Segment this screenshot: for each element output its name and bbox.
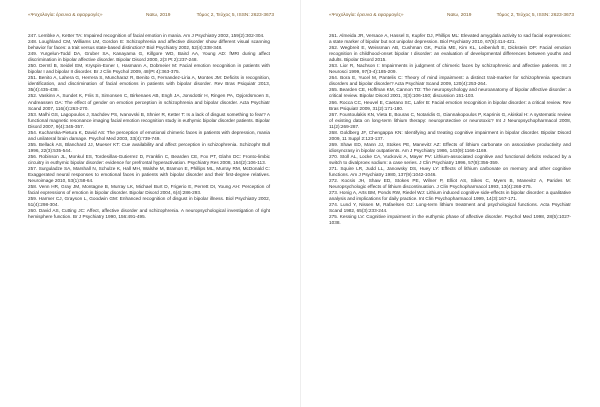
- reference-entry: 265. Bearden CE, Hoffman KM, Cannon TD: The neuropsychology and neuroanatomy of bipolar affective disorder: a critical review. Bipolar Disord 2001, 3(3):106-150; discussion 151-103.: [329, 87, 571, 99]
- journal-title: «Ψυχολογία: έρευνα & εφαρμογές»: [329, 13, 404, 18]
- reference-entry: 252. Vaskinn A, Sundet K, Friis S, Simonsen C, Birkenaes AB, Engh JA, Jonsdottir H, Ringen PA, Opjordsmoen S, Andreassen OA: The effect of gender on emotion perception in schizophrenia and bipolar disorder. Acta Psychiatr Scand 2007, 116(4):263-270.: [28, 93, 270, 111]
- reference-entry: 266. Rocca CC, Heuvel E, Caetano SC, Lafer B: Facial emotion recognition in bipolar disorder: a critical review. Rev Bras Psiquiatr 2009, 31(2):171-180.: [329, 99, 571, 111]
- volume-issn: Τόμος 2, Τεύχος 5, ISSN: 2623-3673: [496, 13, 574, 18]
- journal-title: «Ψυχολογία: έρευνα & εφαρμογές»: [28, 13, 103, 18]
- right-page: [300, 0, 600, 407]
- reference-entry: 250. Derntl B, Seidel EM, Kryspin-Exner I, Hasmann A, Dobmeier M: Facial emotion recognition in patients with bipolar I and bipolar II disorder. Br J Clin Psychol 2009, 48(Pt 4):363-375.: [28, 63, 270, 75]
- reference-entry: 255. Bellack AS, Blanchard JJ, Mueser KT: Cue availability and affect perception in schizophrenia. Schizophr Bull 1996, 22(3):535-544.: [28, 141, 270, 153]
- reference-entry: 264. Bora E, Yucel M, Pantelis C: Theory of mind impairment: a distinct trait-marker for schizophrenia spectrum disorders and bipolar disorder? Acta Psychiatr Scand 2009, 120(4):253-264.: [329, 75, 571, 87]
- reference-entry: 274. Lund Y, Nissen M, Rafaelsen OJ: Long-term lithium treatment and psychological functions. Acta Psychiatr Scand 1982, 65(3):233-244.: [329, 202, 571, 214]
- reference-entry: 249. Yurgelun-Todd DA, Gruber SA, Kanayama G, Killgore WD, Baird AA, Young AD: fMRI during affect discrimination in bipolar affective disorder. Bipolar Disord 2000, 2(3 Pt 2):237-248.: [28, 51, 270, 63]
- reference-entry: 258. Venn HR, Gray JM, Montagne B, Murray LK, Michael Burt D, Frigerio E, Perrett DI, Young AH: Perception of facial expressions of emotion in bipolar disorder. Bipolar Disord 2004, 6(4):286-293.: [28, 184, 270, 196]
- reference-entry: 256. Robinson JL, Monkul ES, Tordesillas-Gutierrez D, Franklin C, Bearden CE, Fox PT, Glahn DC: Fronto-limbic circuitry in euthymic bipolar disorder: evidence for prefrontal hyperactivation. Psychiatry Res 2008, 164(2):106-113.: [28, 153, 270, 165]
- reference-entry: 260. David AS, Cutting JC: Affect, affective disorder and schizophrenia. A neuropsychological investigation of right hemisphere function. Br J Psychiatry 1990, 156:491-495.: [28, 208, 270, 220]
- reference-entry: 270. Stoll AL, Locke CA, Vuckovic A, Mayer PV: Lithium-associated cognitive and functional deficits reduced by a switch to divalproex sodium: a case series. J Clin Psychiatry 1996, 57(8):356-359.: [329, 153, 571, 165]
- reference-entry: 261. Almeida JR, Versace A, Hassel S, Kupfer DJ, Phillips ML: Elevated amygdala activity to sad facial expressions: a state marker of bipolar but not unipolar depression. Biol Psychiatry 2010, 67(5):414-421.: [329, 33, 571, 45]
- reference-entry: 262. Wegbreit E, Weissman AB, Cushman GK, Puzia ME, Kim KL, Leibenluft E, Dickstein DP: Facial emotion recognition in childhood-onset bipolar I disorder: an evaluation of developmental differences between youths and adults. Bipolar Disord 2015.: [329, 45, 571, 63]
- volume-issn: Τόμος 2, Τεύχος 5, ISSN: 2623-3673: [196, 13, 274, 18]
- reference-entry: 248. Loughland CM, Williams LM, Gordon E: Schizophrenia and affective disorder show different visual scanning behavior for faces: a trait versus state-based distinction? Biol Psychiatry 2002, 52(4):338-348.: [28, 39, 270, 51]
- reference-entry: 254. Kucharska-Pietura K, David AS: The perception of emotional chimeric faces in patients with depression, mania and unilateral brain damage. Psychol Med 2003, 33(4):739-749.: [28, 129, 270, 141]
- reference-entry: 247. Lembke A, Ketter TA: Impaired recognition of facial emotion in mania. Am J Psychiatry 2002, 159(2):302-304.: [28, 33, 265, 38]
- issue-month: Ναϊω, 2019: [146, 13, 171, 18]
- reference-entry: 269. Shaw ED, Mann JJ, Stokes PE, Manevitz AZ: Effects of lithium carbonate on associative productivity and idiosyncrasy in bipolar outpatients. Am J Psychiatry 1986, 143(9):1166-1169.: [329, 141, 571, 153]
- reference-entry: 267. Fountoulakis KN, Vieta E, Bouras C, Notaridis G, Giannakopoulos P, Kaprinis G, Akiskal H: A systematic review of existing data on long-term lithium therapy: neuroprotective or neurotoxic? Int J Neuropsychopharmacol 2008, 11(2):269-287.: [329, 111, 571, 129]
- reference-list: [28, 33, 270, 220]
- reference-entry: 257. Surguladze SA, Marshall N, Schulze K, Hall MH, Walshe M, Bramon E, Phillips ML, Murray RM, McDonald C: Exaggerated neural responses to emotional faces in patients with bipolar disorder and their first-degree relatives. Neuroimage 2010, 53(1):58-64.: [28, 166, 270, 184]
- reference-entry: 272. Kocsis JH, Shaw ED, Stokes PE, Wilner P, Elliot AS, Sikes C, Myers B, Manevitz A, Parides M: Neuropsychologic effects of lithium discontinuation. J Clin Psychopharmacol 1993, 13(4):268-275.: [329, 178, 571, 190]
- reference-entry: 253. Malhi GS, Lagopoulos J, Sachdev PS, Ivanovski B, Shnier R, Ketter T: Is a lack of disgust something to fear? A functional magnetic resonance imaging facial emotion recognition study in euthymic bipolar disorder patients. Bipolar Disord 2007, 9(4):345-357.: [28, 111, 270, 129]
- reference-list: [329, 33, 571, 227]
- reference-entry: 268. Goldberg JF, Chengappa KN: Identifying and treating cognitive impairment in bipolar disorder. Bipolar Disord 2009, 11 Suppl 2:123-137.: [329, 129, 571, 141]
- reference-entry: 259. Harmer CJ, Grayson L, Goodwin GM: Enhanced recognition of disgust in bipolar illness. Biol Psychiatry 2002, 51(4):298-304.: [28, 196, 270, 208]
- issue-month: Ναϊω, 2019: [447, 13, 472, 18]
- reference-entry: 271. Squire LR, Judd LL, Janowsky DS, Huey LY: Effects of lithium carbonate on memory and other cognitive functions. Am J Psychiatry 1980, 137(9):1042-1046.: [329, 166, 571, 178]
- reference-entry: 251. Benito A, Lahera G, Herrera S, Muncharaz R, Benito G, Fernandez-Liria A, Montes JM: Deficits in recognition, identification, and discrimination of facial emotions in patients with bipolar disorder. Rev Bras Psiquiatr 2013, 35(4):435-438.: [28, 75, 270, 93]
- reference-entry: 273. Honig A, Arts BM, Ponds RW, Riedel WJ: Lithium induced cognitive side-effects in bipolar disorder: a qualitative analysis and implications for daily practice. Int Clin Psychopharmacol 1999, 14(3):167-171.: [329, 190, 571, 202]
- reference-entry: 275. Kessing LV: Cognitive impairment in the euthymic phase of affective disorder. Psychol Med 1998, 28(5):1027-1038.: [329, 214, 571, 226]
- reference-entry: 263. Lior R, Nachson I: Impairments in judgment of chimeric faces by schizophrenic and affective patients. Int J Neurosci 1999, 97(3-4):185-209.: [329, 63, 571, 75]
